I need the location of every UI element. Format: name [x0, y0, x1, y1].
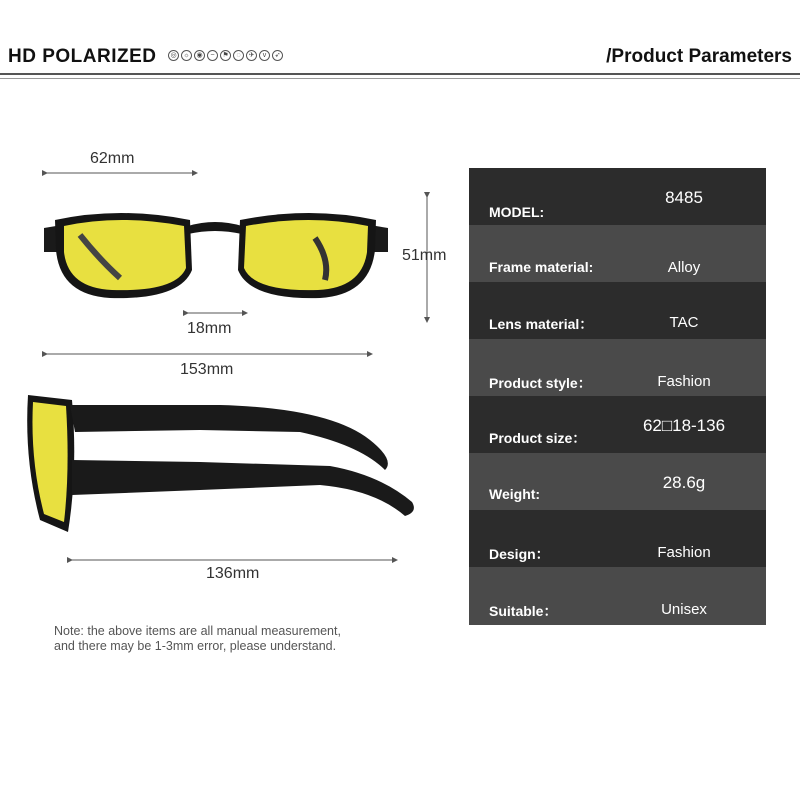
lens-height-label: 51mm [402, 247, 447, 264]
plane-icon: ✈ [246, 50, 257, 61]
feature-icons [168, 50, 283, 61]
param-value: Unisex [661, 601, 707, 618]
param-row-frame-material [469, 225, 766, 282]
param-label: Product size： [489, 430, 587, 446]
run-icon: ➶ [272, 50, 283, 61]
param-value: Fashion [657, 373, 711, 390]
drive-icon: ◉ [194, 50, 205, 61]
param-value: Alloy [667, 259, 701, 276]
note-line-1: Note: the above items are all manual measurement, [54, 624, 341, 638]
fish-icon: ~ [207, 50, 218, 61]
note-line-2: and there may be 1-3mm error, please understand. [54, 639, 337, 653]
header-title: HD POLARIZED [8, 46, 157, 67]
param-row-model [469, 168, 766, 225]
param-label: Lens material： [489, 316, 594, 332]
header-divider-thin [0, 78, 800, 79]
param-value: 28.6g [662, 473, 706, 492]
cycle-icon: ◌ [233, 50, 244, 61]
param-value: Fashion [657, 544, 711, 561]
param-value: 62□18-136 [642, 416, 726, 435]
param-label: Frame material: [489, 259, 594, 275]
section-title: /Product Parameters [606, 46, 792, 67]
param-label: MODEL: [489, 204, 545, 220]
param-row-product-style [469, 339, 766, 396]
param-row-weight [469, 453, 766, 510]
param-label: Suitable： [489, 603, 558, 619]
param-label: Design： [489, 546, 550, 562]
golf-icon: ⚑ [220, 50, 231, 61]
bird-icon: v [259, 50, 270, 61]
bridge-label: 18mm [187, 320, 232, 337]
temple-length-label: 136mm [206, 565, 260, 582]
param-value: 8485 [665, 188, 703, 207]
param-label: Product style： [489, 375, 592, 391]
shield-icon: ◎ [168, 50, 179, 61]
header-divider [0, 73, 800, 75]
param-value: TAC [669, 314, 699, 331]
param-label: Weight: [489, 486, 541, 502]
param-row-design [469, 510, 766, 567]
product-parameters-table [469, 168, 766, 625]
uv-icon: ☼ [181, 50, 192, 61]
frame-width-label: 153mm [180, 361, 234, 378]
glasses-illustration [0, 140, 470, 600]
measurement-note [54, 624, 341, 654]
param-row-suitable [469, 567, 766, 625]
param-row-lens-material [469, 282, 766, 339]
param-row-product-size [469, 396, 766, 453]
side-view-frame [27, 395, 414, 532]
front-view-frame [44, 213, 388, 298]
lens-width-label: 62mm [90, 150, 135, 167]
